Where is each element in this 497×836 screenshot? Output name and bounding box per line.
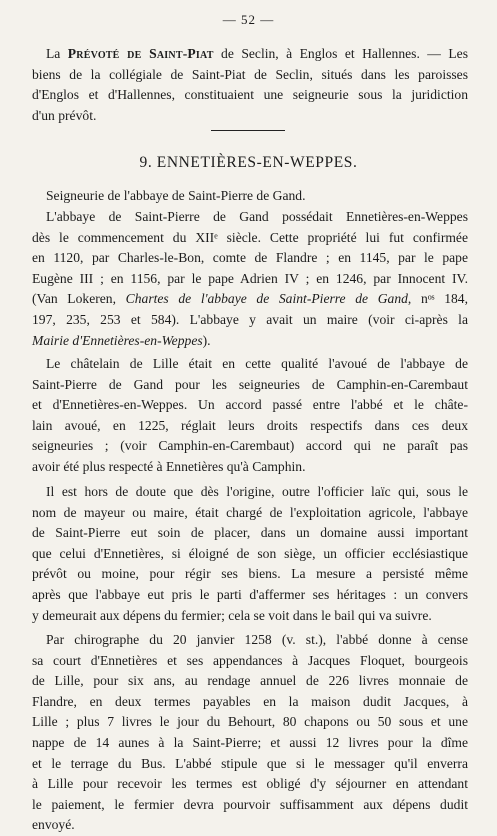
paragraph-line: en 1120, par Charles-le-Bon, comte de Flandre ; en 1145, par le pape — [32, 250, 468, 266]
paragraph-line: seigneuries ; (voir Camphin-en-Carembaut) accord qui ne paraît pas — [32, 438, 468, 454]
paragraph-subtitle — [32, 186, 468, 207]
intro-line — [32, 44, 468, 65]
paragraph-line: et d'Ennetières-en-Weppes. Un accord passé entre l'abbé et le châte- — [32, 397, 468, 413]
paragraph-line: Eugène III ; en 1156, par le pape Adrien IV ; en 1246, par Innocent IV. — [32, 270, 468, 286]
intro-line: d'Englos et d'Hallennes, constituaient une seigneurie sous la juridiction — [32, 87, 468, 103]
paragraph-chatelain — [32, 354, 468, 478]
paragraph-line: L'abbaye de Saint-Pierre de Gand possédait Ennetières-en-Weppes — [46, 209, 468, 224]
paragraph-line: nom de mayeur ou maire, était chargé de l'exploitation agricole, l'abbaye — [32, 504, 468, 520]
paragraph-line: et le terrage du Bus. L'abbé stipule que si le messager qu'il enverra — [32, 755, 468, 771]
paragraph-line: nappe de 14 aunes à la Saint-Pierre; et aussi 12 livres pour la dîme — [32, 734, 468, 750]
section-title: 9. ENNETIÈRES-EN-WEPPES. — [139, 154, 358, 171]
paragraph-line — [32, 289, 468, 310]
paragraph-line: sa court d'Ennetières et ses appendances à Jacques Floquet, bourgeois — [32, 652, 468, 668]
paragraph-line: Le châtelain de Lille était en cette qualité l'avoué de l'abbaye de — [46, 356, 468, 371]
paragraph-line: 197, 235, 253 et 584). L'abbaye y avait un maire (voir ci-après la — [32, 311, 468, 327]
paragraph-line: Seigneurie de l'abbaye de Saint-Pierre de Gand. — [46, 188, 306, 203]
paragraph-line: avoir été plus respecté à Ennetières qu'à Camphin. — [32, 458, 306, 474]
prevote-heading: Prévoté de Saint-Piat — [67, 46, 214, 61]
intro-rest: de Seclin, à Englos et Hallennes. — Les — [213, 46, 468, 61]
paragraph-line: après que l'abbaye eut pris le parti d'affermer ses héritages : un convers — [32, 586, 468, 602]
mairie-reference: Mairie d'Ennetières-en-Weppes — [32, 332, 203, 348]
paragraph-line: Par chirographe du 20 janvier 1258 (v. st.), l'abbé donne à cense — [46, 632, 468, 647]
paragraph-line: Lille ; plus 7 livres le jour du Behourt, 80 chapons ou 50 sous et une — [32, 714, 468, 730]
paragraph-line: que celui d'Ennetières, si éloigné de son siège, un officier ecclésiastique — [32, 545, 468, 561]
citation-post: , nᵒˢ 184, — [407, 291, 469, 307]
paragraph-line: prévôt ou moine, pour régir ses biens. La mesure a persisté même — [32, 566, 468, 582]
intro-lead: La — [46, 46, 68, 61]
paragraph-line: lain avoué, en 1225, réglait leurs droits respectifs dans ces deux — [32, 417, 468, 433]
paragraph-chirographe — [32, 630, 468, 836]
paragraph-abbaye — [32, 207, 468, 351]
paragraph-line: Saint-Pierre de Gand pour les seigneuries de Camphin-en-Carembaut — [32, 376, 468, 392]
paragraph-line: dès le commencement du XIIᵉ siècle. Cette propriété lui fut confirmée — [32, 229, 468, 245]
citation-pre: (Van Lokeren, — [32, 291, 126, 307]
paragraph-line: de Lille, pour six ans, au rendage annuel de 226 livres monnaie de — [32, 673, 468, 689]
intro-line: d'un prévôt. — [32, 107, 97, 123]
intro-paragraph — [32, 44, 468, 126]
page-number: — 52 — — [222, 12, 275, 27]
paragraph-line: à Lille pour recevoir les termes est obligé d'y séjourner en attendant — [32, 776, 468, 792]
paragraph-line: Flandre, en deux termes payables en la maison dudit Jacques, à — [32, 693, 468, 709]
section-divider — [211, 130, 285, 131]
paragraph-line — [32, 331, 468, 352]
citation-title: Chartes de l'abbaye de Saint-Pierre de Gand — [125, 291, 408, 307]
paragraph-line: le paiement, le fermier devra pourvoir suffisamment aux dépens dudit — [32, 796, 468, 812]
paragraph-line: Il est hors de doute que dès l'origine, outre l'officier laïc qui, sous le — [46, 484, 468, 499]
paragraph-line: y demeurait aux dépens du fermier; cela se voit dans le bail qui va suivre. — [32, 607, 432, 623]
reference-end: ). — [202, 332, 211, 348]
paragraph-line: envoyé. — [32, 817, 75, 833]
paragraph-origine — [32, 482, 468, 626]
intro-line: biens de la collégiale de Saint-Piat de Seclin, situés dans les paroisses — [32, 66, 468, 82]
paragraph-line: de Saint-Pierre eut soin de placer, dans un domaine aussi important — [32, 525, 468, 541]
